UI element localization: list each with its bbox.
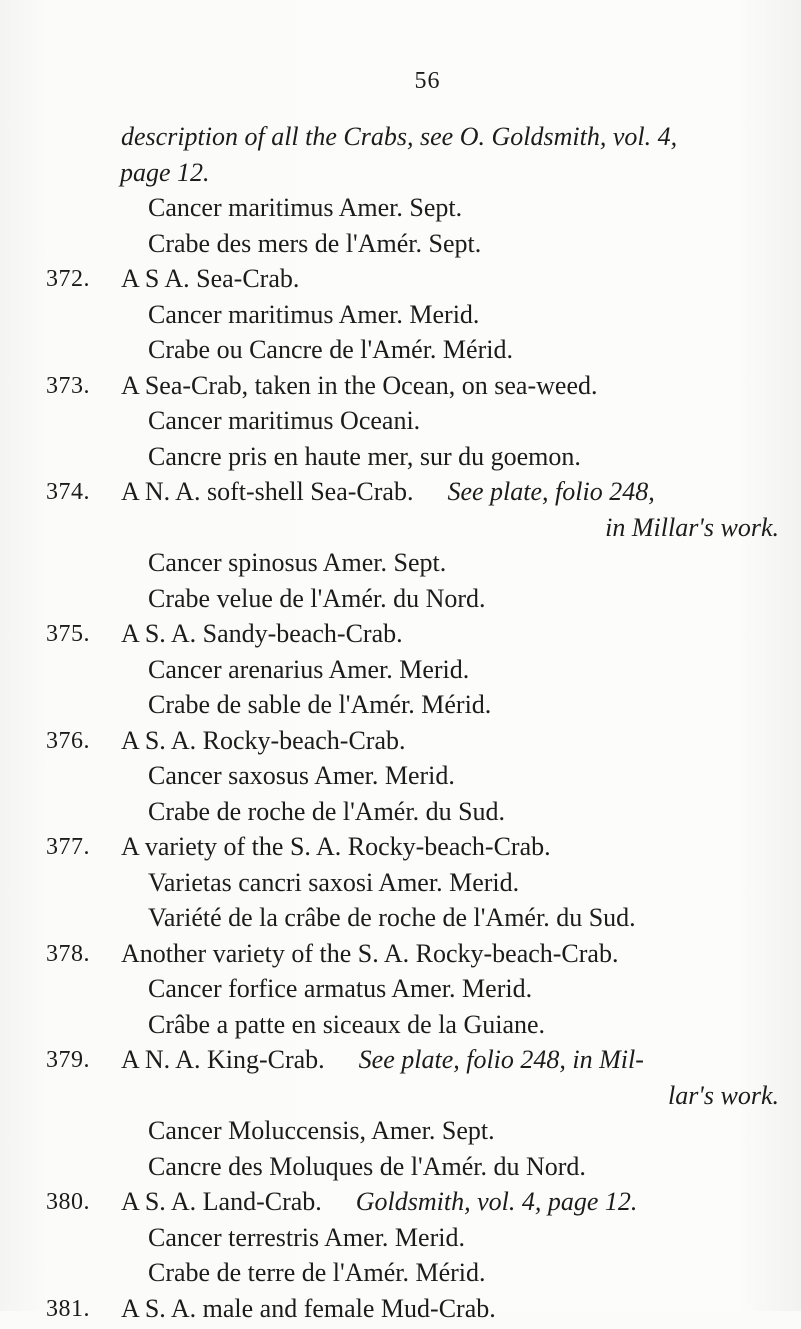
synonym-text: Cancer Moluccensis, Amer. Sept. (148, 1116, 495, 1146)
entry-name: A variety of the S. A. Rocky-beach-Crab. (121, 832, 551, 862)
reference-continuation: lar's work. (0, 1081, 779, 1111)
text-line (0, 335, 801, 371)
text-line (0, 122, 801, 158)
synonym-text: Cancre des Moluques de l'Amér. du Nord. (148, 1152, 586, 1182)
page-number: 56 (0, 66, 801, 96)
entry-number: 372. (46, 264, 96, 294)
text-line (0, 903, 801, 939)
synonym-text: Cancer forfice armatus Amer. Merid. (148, 974, 532, 1004)
text-line (0, 1081, 801, 1117)
catalogue-entry-line (0, 1294, 801, 1329)
entry-name: A S. A. Land-Crab. (121, 1187, 322, 1216)
entry-with-reference (121, 1045, 644, 1075)
synonym-text: Crabe velue de l'Amér. du Nord. (148, 584, 486, 614)
text-line (0, 513, 801, 549)
entry-name: A S A. Sea-Crab. (121, 264, 299, 294)
text-line (0, 158, 801, 194)
synonym-text: Cancer maritimus Oceani. (148, 406, 420, 436)
text-line (0, 1116, 801, 1152)
text-line (0, 655, 801, 691)
synonym-text: Cancer saxosus Amer. Merid. (148, 761, 455, 791)
synonym-text: Varietas cancri saxosi Amer. Merid. (148, 868, 519, 898)
catalogue-entry-line (0, 832, 801, 868)
synonym-text: Crabe de sable de l'Amér. Mérid. (148, 690, 491, 720)
synonym-text: Variété de la crâbe de roche de l'Amér. du Sud. (148, 903, 636, 933)
entry-name: A N. A. King-Crab. (121, 1045, 325, 1074)
synonym-text: Cancer maritimus Amer. Sept. (148, 193, 462, 223)
synonym-text: Crabe des mers de l'Amér. Sept. (148, 229, 481, 259)
text-line (0, 1152, 801, 1188)
catalogue-entry-line (0, 1045, 801, 1081)
entry-with-reference (121, 477, 655, 507)
entry-with-reference (121, 1187, 637, 1217)
entry-name: A S. A. male and female Mud-Crab. (121, 1294, 496, 1324)
text-line (0, 406, 801, 442)
entry-name: A S. A. Sandy-beach-Crab. (121, 619, 403, 649)
text-line (0, 868, 801, 904)
continued-text: description of all the Crabs, see O. Goldsmith, vol. 4, (121, 122, 677, 152)
entry-name: A Sea-Crab, taken in the Ocean, on sea-weed. (121, 371, 597, 401)
text-line (0, 300, 801, 336)
text-line (0, 761, 801, 797)
text-line (0, 229, 801, 265)
text-line (0, 193, 801, 229)
synonym-text: Cancre pris en haute mer, sur du goemon. (148, 442, 581, 472)
entry-name: A S. A. Rocky-beach-Crab. (121, 726, 406, 756)
synonym-text: Cancer spinosus Amer. Sept. (148, 548, 446, 578)
entry-number: 374. (46, 477, 96, 507)
entry-number: 377. (46, 832, 96, 862)
text-line (0, 1223, 801, 1259)
synonym-text: Cancer arenarius Amer. Merid. (148, 655, 469, 685)
entry-number: 375. (46, 619, 96, 649)
text-line (0, 974, 801, 1010)
reference-text: See plate, folio 248, (447, 477, 654, 506)
synonym-text: Cancer maritimus Amer. Merid. (148, 300, 479, 330)
catalogue-entry-line (0, 726, 801, 762)
catalogue-entry-line (0, 371, 801, 407)
reference-text: See plate, folio 248, in Mil- (359, 1045, 644, 1074)
text-line (0, 1010, 801, 1046)
catalogue-entry-line (0, 619, 801, 655)
text-line (0, 797, 801, 833)
entry-number: 373. (46, 371, 96, 401)
text-line (0, 690, 801, 726)
synonym-text: Crabe ou Cancre de l'Amér. Mérid. (148, 335, 513, 365)
catalogue-entry-line (0, 477, 801, 513)
synonym-text: Crabe de roche de l'Amér. du Sud. (148, 797, 505, 827)
continued-text: page 12. (120, 158, 210, 188)
text-line (0, 1258, 801, 1294)
reference-continuation: in Millar's work. (0, 513, 779, 543)
entry-name: Another variety of the S. A. Rocky-beach-Crab. (121, 939, 618, 969)
reference-text: Goldsmith, vol. 4, page 12. (356, 1187, 638, 1216)
text-line (0, 548, 801, 584)
catalogue-entry-line (0, 264, 801, 300)
crab-catalogue-text (0, 122, 801, 1329)
synonym-text: Cancer terrestris Amer. Merid. (148, 1223, 465, 1253)
catalogue-entry-line (0, 1187, 801, 1223)
synonym-text: Crâbe a patte en siceaux de la Guiane. (148, 1010, 545, 1040)
entry-number: 378. (46, 939, 96, 969)
entry-name: A N. A. soft-shell Sea-Crab. (121, 477, 413, 506)
catalogue-entry-line (0, 939, 801, 975)
entry-number: 379. (46, 1045, 96, 1075)
entry-number: 376. (46, 726, 96, 756)
text-line (0, 442, 801, 478)
entry-number: 381. (46, 1294, 96, 1324)
entry-number: 380. (46, 1187, 96, 1217)
text-line (0, 584, 801, 620)
synonym-text: Crabe de terre de l'Amér. Mérid. (148, 1258, 486, 1288)
